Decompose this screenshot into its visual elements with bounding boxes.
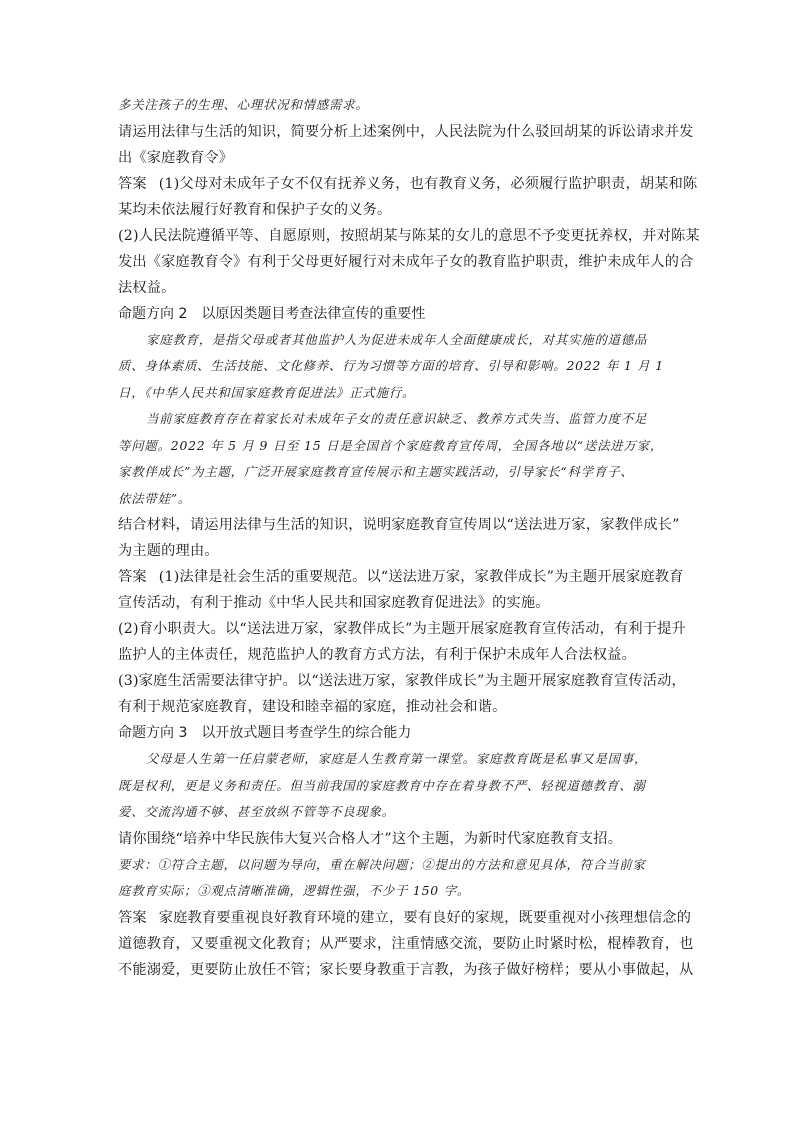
direction2-heading: 命题方向 2 以原因类题目考查法律宣传的重要性 [118, 305, 426, 322]
case1-material-tail: 多关注孩子的生理、心理状况和情感需求。 [118, 97, 369, 112]
direction3-heading: 命题方向 3 以开放式题目考查学生的综合能力 [118, 725, 412, 741]
direction3-question: 请你围绕“培养中华民族伟大复兴合格人才”这个主题，为新时代家庭教育支招。 [118, 830, 623, 847]
case1-question-line-1: 请运用法律与生活的知识，简要分析上述案例中，人民法院为什么驳回胡某的诉讼请求并发 [118, 123, 694, 140]
answer-label: 答案 [118, 175, 147, 192]
direction2-answer-line-4: 监护人的主体责任，规范监护人的教育方式方法，有利于保护未成年人合法权益。 [118, 647, 636, 663]
direction2-material-line-5: 等问题。2022 年 5 月 9 日至 15 日是全国首个家庭教育宣传周，全国各地以“送法进万家， [118, 437, 664, 453]
direction2-answer-line-1 [118, 564, 682, 590]
document-page [118, 92, 700, 983]
direction2-material-line-4: 当前家庭教育存在着家长对未成年子女的责任意识缺乏、教养方式失当、监管力度不足 [146, 411, 648, 426]
case1-answer-line-4: 发出《家庭教育令》有利于父母更好履行对未成年子女的教育监护职责，维护未成年人的合 [118, 253, 694, 270]
direction3-requirements-line-1: 要求：①符合主题，以问题为导向，重在解决问题；②提出的方法和意见具体，符合当前家 [118, 856, 646, 872]
direction3-material-line-1: 父母是人生第一任启蒙老师，家庭是人生教育第一课堂。家庭教育既是私事又是国事， [146, 751, 648, 766]
direction2-question-line-2: 为主题的理由。 [118, 543, 219, 559]
direction3-answer-line-2: 道德教育，又要重视文化教育；从严要求，注重情感交流，要防止时紧时松，棍棒教育，也 [118, 935, 694, 952]
case1-answer-line-1 [118, 171, 698, 197]
direction3-material-line-2: 既是权利，更是义务和责任。但当前我国的家庭教育中存在着身教不严、轻视道德教育、溺 [118, 777, 646, 793]
case1-answer-line-3: (2)人民法院遵循平等、自愿原则，按照胡某与陈某的女儿的意思不予变更抚养权，并对陈某 [118, 227, 700, 244]
direction3-requirements-line-2: 庭教育实际；③观点清晰准确，逻辑性强，不少于 150 字。 [118, 883, 471, 898]
direction2-material-line-6: 家教伴成长”为主题，广泛开展家庭教育宣传展示和主题实践活动，引导家长“科学育子、 [118, 464, 634, 479]
answer-label: 答案 [118, 909, 147, 926]
direction2-material-line-1: 家庭教育，是指父母或者其他监护人为促进未成年人全面健康成长，对其实施的道德品 [146, 331, 648, 347]
direction3-answer-line-1 [118, 905, 692, 931]
direction2-answer-line-2: 宣传活动，有利于推动《中华人民共和国家庭教育促进法》的实施。 [118, 595, 550, 611]
direction2-material-line-3: 日，《中华人民共和国家庭教育促进法》正式施行。 [118, 384, 416, 400]
direction3-material-line-3: 爱、交流沟通不够、甚至放纵不管等不良现象。 [118, 804, 396, 819]
answer-text: (1)法律是社会生活的重要规范。以“送法进万家，家教伴成长”为主题开展家庭教育 [158, 569, 684, 585]
case1-answer-line-5: 法权益。 [118, 279, 176, 296]
direction2-question-line-1: 结合材料，请运用法律与生活的知识，说明家庭教育宣传周以“送法进万家，家教伴成长” [118, 517, 680, 533]
answer-text: (1)父母对未成年子女不仅有抚养义务，也有教育义务，必须履行监护职责，胡某和陈 [158, 175, 698, 192]
case1-answer-line-2: 某均未依法履行好教育和保护子女的义务。 [118, 201, 392, 218]
direction2-answer-line-5: (3)家庭生活需要法律守护。以“送法进万家，家教伴成长”为主题开展家庭教育宣传活动， [118, 673, 686, 689]
direction2-material-line-2: 质、身体素质、生活技能、文化修养、行为习惯等方面的培育、引导和影响。2022 年 1 月 1 [118, 358, 664, 373]
case1-question-line-2: 出《家庭教育令》 [118, 149, 234, 166]
direction2-answer-line-3: (2)育小职责大。以“送法进万家，家教伴成长”为主题开展家庭教育宣传活动，有利于提升 [118, 621, 686, 637]
answer-text: 家庭教育要重视良好教育环境的建立，要有良好的家规，既要重视对小孩理想信念的 [158, 909, 692, 926]
direction2-material-line-7: 依法带娃”。 [118, 490, 192, 506]
direction3-answer-line-3: 不能溺爱，更要防止放任不管；家长要身教重于言教，为孩子做好榜样；要从小事做起，从 [118, 961, 694, 978]
answer-label: 答案 [118, 569, 147, 585]
direction2-answer-line-6: 有利于规范家庭教育，建设和睦幸福的家庭，推动社会和谐。 [118, 699, 507, 715]
